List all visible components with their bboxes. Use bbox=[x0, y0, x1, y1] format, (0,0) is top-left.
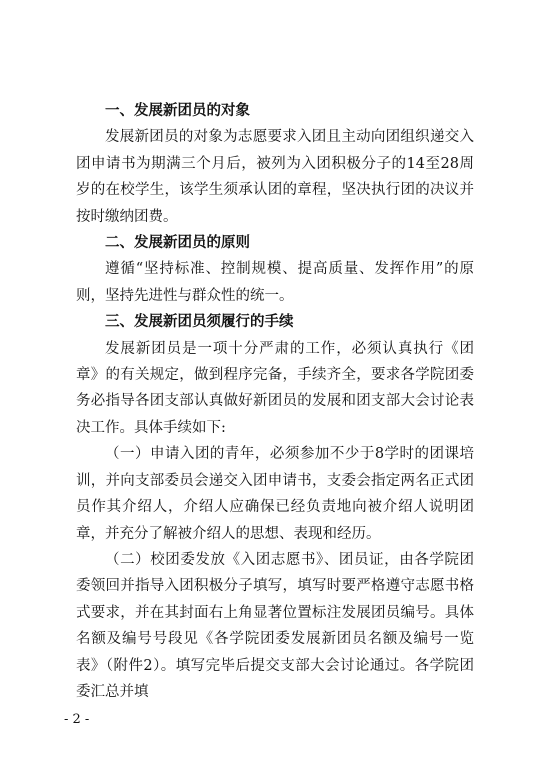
section-heading-procedures: 三、发展新团员须履行的手续 bbox=[105, 314, 294, 331]
document-body bbox=[76, 98, 474, 705]
paragraph-objects: 发展新团员的对象为志愿要求入团且主动向团组织递交入团申请书为期满三个月后，被列为入团积极分子的14至28周岁的在校学生，该学生须承认团的章程，坚决执行团的决议并按时缴纳团费。 bbox=[76, 129, 474, 225]
paragraph-procedures-intro: 发展新团员是一项十分严肃的工作，必须认真执行《团章》的有关规定，做到程序完备，手续齐全，要求各学院团委务必指导各团支部认真做好新团员的发展和团支部大会讨论表决工作。具体手续如下: bbox=[76, 340, 474, 436]
paragraph-principles: 遵循“坚持标准、控制规模、提高质量、发挥作用”的原则，坚持先进性与群众性的统一。 bbox=[76, 261, 474, 304]
section-heading-principles: 二、发展新团员的原则 bbox=[105, 235, 250, 252]
paragraph-procedure-step-1: （一）申请入团的青年，必须参加不少于8学时的团课培训，并向支部委员会递交入团申请书，支委会指定两名正式团员作其介绍人，介绍人应确保已经负责地向被介绍人说明团章，并充分了解被介绍人的思想、表现和经历。 bbox=[76, 446, 474, 542]
page-number: - 2 - bbox=[64, 712, 90, 727]
section-heading-objects: 一、发展新团员的对象 bbox=[105, 103, 250, 119]
paragraph-procedure-step-2: （二）校团委发放《入团志愿书》、团员证，由各学院团委领回并指导入团积极分子填写，填写时要严格遵守志愿书格式要求，并在其封面右上角显著位置标注发展团员编号。具体名额及编号号段见《各学院团委发展新团员名额及编号一览表》（附件2）。填写完毕后提交支部大会讨论通过。各学院团委汇总并填 bbox=[76, 551, 474, 700]
